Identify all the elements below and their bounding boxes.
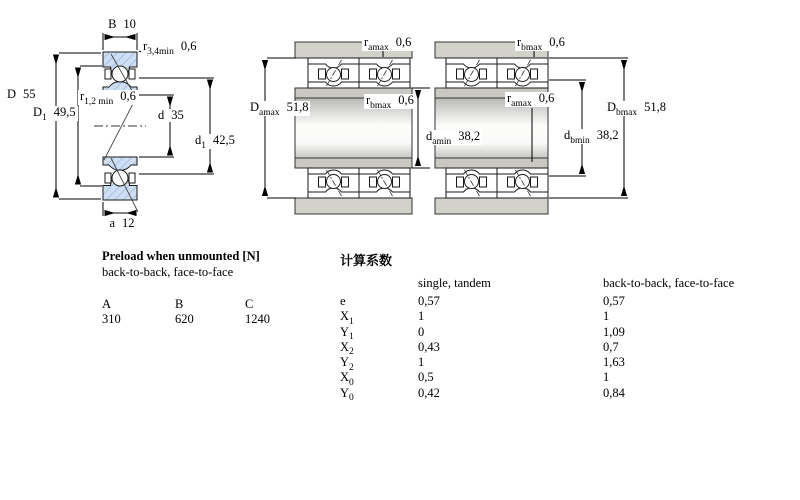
preload-value-a: 310 xyxy=(102,312,121,326)
dim-label-Dbmax: $D_{bmax}$ 51,8 xyxy=(607,100,667,118)
dim-label-damin: $d_{amin}$ 38,2 xyxy=(426,129,481,147)
dim-label-ramax-mid: $r_{amax}$ 0,6 xyxy=(507,91,555,109)
preload-col-a: A xyxy=(102,297,112,311)
preload-title: Preload when unmounted [N] xyxy=(102,249,260,263)
dim-label-d1: $d_1$ 42,5 xyxy=(195,133,235,151)
preload-col-c: C xyxy=(245,297,254,311)
preload-subtitle: back-to-back, face-to-face xyxy=(102,265,234,279)
dim-label-a: a 12 xyxy=(99,217,145,230)
dim-label-rbmax-mid: $r_{bmax}$ 0,6 xyxy=(366,93,414,111)
preload-value-b: 620 xyxy=(175,312,194,326)
dim-label-Damax: $D_{amax}$ 51,8 xyxy=(250,100,309,118)
factor-row-y2: $Y_2$ 1 1,63 xyxy=(340,355,625,373)
factor-row-x0: $X_0$ 0,5 1 xyxy=(340,370,610,388)
factor-row-y0: $Y_0$ 0,42 0,84 xyxy=(340,385,625,404)
dim-label-rbmax-top: $r_{bmax}$ 0,6 xyxy=(517,35,565,53)
preload-value-row xyxy=(102,312,332,327)
preload-header-row xyxy=(102,297,332,312)
factors-title: 计算系数 xyxy=(340,253,393,268)
dim-label-r34: $r_{3,4min}$ 0,6 xyxy=(143,39,197,57)
preload-value-c: 1240 xyxy=(245,312,270,326)
preload-table xyxy=(102,249,332,327)
dim-label-ramax-top: $r_{amax}$ 0,6 xyxy=(364,35,412,53)
factors-header-row xyxy=(340,276,770,294)
dim-label-D1: $D_1$ 49,5 xyxy=(33,105,76,123)
factors-col-single-tandem: single, tandem xyxy=(418,276,491,290)
dim-label-r12: $r_{1,2 min}$ 0,6 xyxy=(80,89,136,107)
dim-label-B: B 10 xyxy=(99,18,145,33)
factors-col-back-to-back: back-to-back, face-to-face xyxy=(603,276,735,290)
mounted-pair-figure-a xyxy=(265,42,430,214)
calculation-factors-table xyxy=(340,250,770,404)
preload-col-b: B xyxy=(175,297,184,311)
dim-label-D: D 55 xyxy=(7,87,36,101)
factor-row-y1: $Y_1$ 0 1,09 xyxy=(340,324,625,343)
factor-row-x1: $X_1$ 1 1 xyxy=(340,309,610,327)
dim-label-d: d 35 xyxy=(158,108,184,122)
single-bearing-figure xyxy=(56,33,214,216)
dim-label-dbmin: $d_{bmin}$ 38,2 xyxy=(564,128,619,146)
factor-row-e: e 0,57 0,57 xyxy=(340,294,625,308)
factor-row-x2: $X_2$ 0,43 0,7 xyxy=(340,339,619,358)
